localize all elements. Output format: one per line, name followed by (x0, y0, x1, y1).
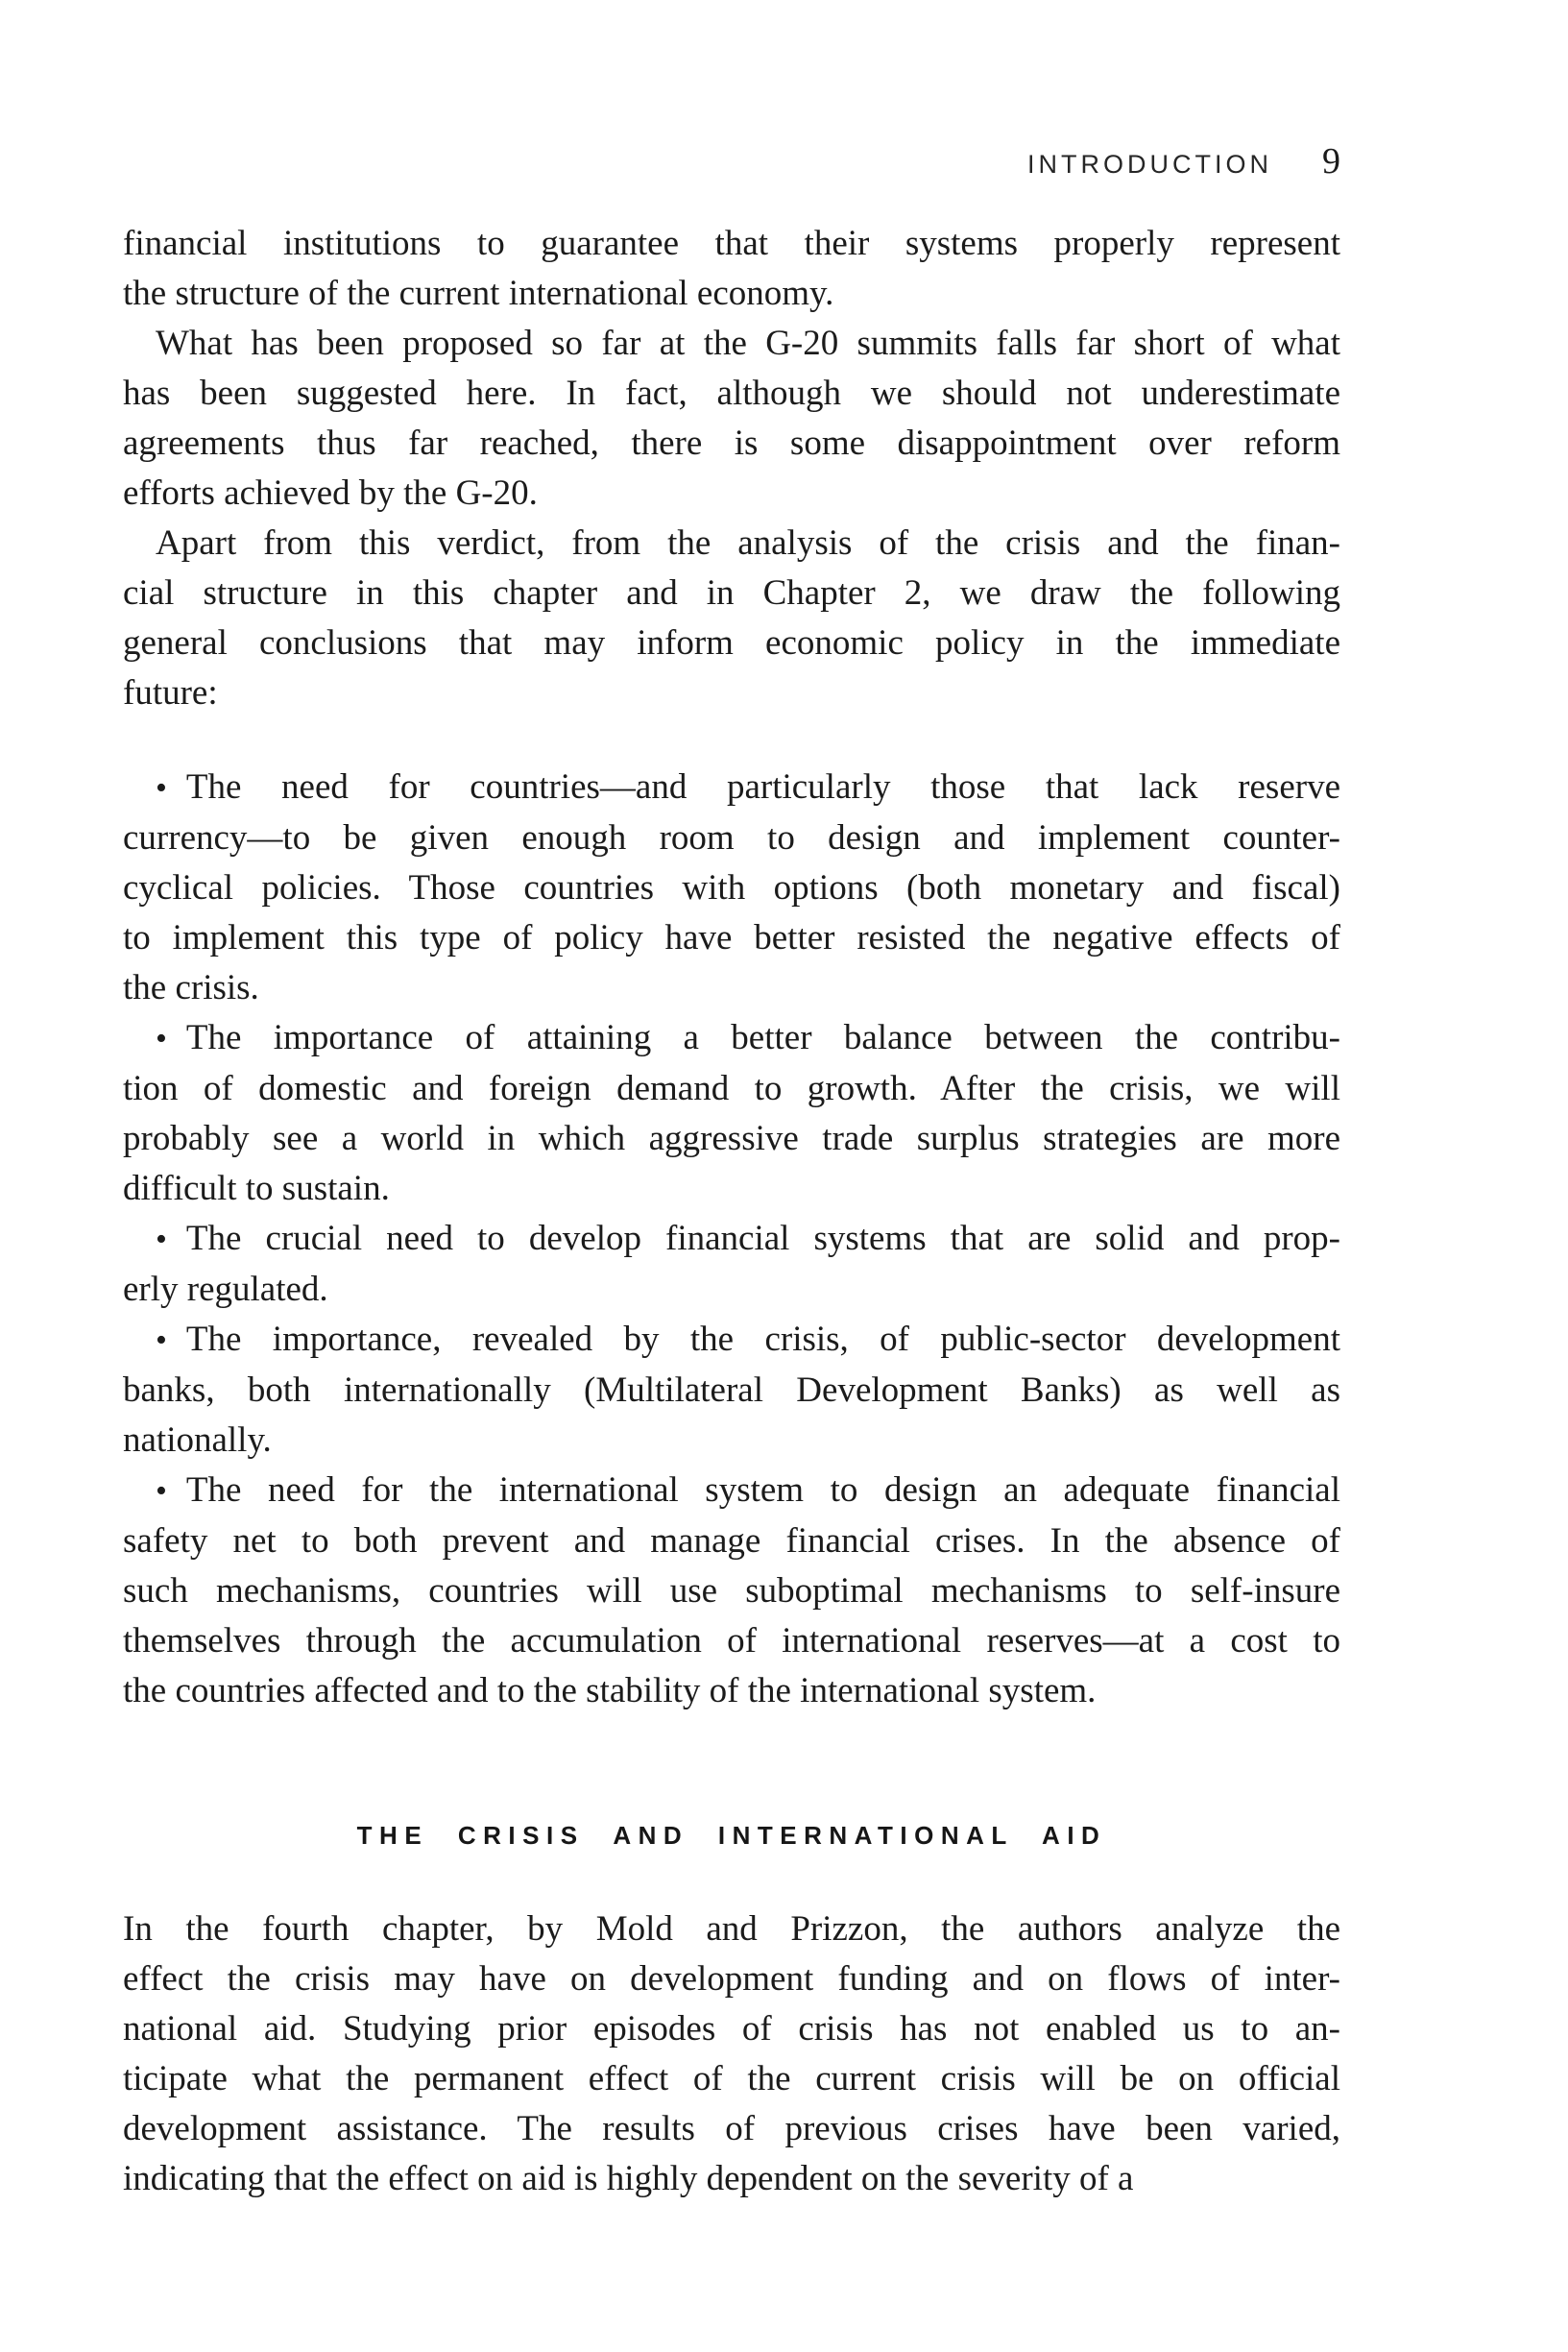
bullet-item-4 (123, 1315, 1340, 1466)
section-heading: THE CRISIS AND INTERNATIONAL AID (356, 1821, 1107, 1850)
bullet-item-3 (123, 1214, 1340, 1315)
section-paragraph-1 (123, 1904, 1340, 2204)
bullet-text: The need for countries—and particularly those that lack reserve (185, 767, 1340, 807)
bullet-item-5 (123, 1466, 1340, 1716)
running-head-title: INTRODUCTION (1027, 150, 1272, 179)
text-line: efforts achieved by the G-20. (123, 473, 538, 513)
bullet-icon: • (156, 1021, 167, 1056)
text-line: agreements thus far reached, there is some disappointment over reform (123, 424, 1340, 463)
bullet-icon: • (156, 770, 167, 806)
text-line: the structure of the current international economy. (123, 274, 834, 313)
text-line: effect the crisis may have on development funding and on flows of inter- (123, 1959, 1340, 1999)
bullet-text: The need for the international system to design an adequate financial (185, 1470, 1340, 1510)
paragraph-2 (123, 319, 1340, 519)
text-line: safety net to both prevent and manage financial crises. In the absence of (123, 1521, 1340, 1561)
text-line (123, 1013, 1340, 1064)
bullet-text: The importance of attaining a better balance between the contribu- (185, 1018, 1340, 1057)
text-line: difficult to sustain. (123, 1169, 390, 1208)
bullet-icon: • (156, 1222, 167, 1257)
text-line (123, 1315, 1340, 1366)
page-body (123, 219, 1340, 2204)
text-line: future: (123, 673, 218, 713)
text-line: cial structure in this chapter and in Chapter 2, we draw the following (123, 573, 1340, 613)
text-line: national aid. Studying prior episodes of crisis has not enabled us to an- (123, 2009, 1340, 2049)
page-number: 9 (1322, 141, 1340, 182)
text-line: erly regulated. (123, 1270, 328, 1309)
bullet-list (123, 763, 1340, 1716)
text-line: In the fourth chapter, by Mold and Prizzon, the authors analyze the (123, 1909, 1340, 1949)
bullet-item-2 (123, 1013, 1340, 1214)
text-line: the crisis. (123, 968, 259, 1007)
bullet-icon: • (156, 1473, 167, 1509)
text-line: has been suggested here. In fact, although we should not underestimate (123, 374, 1340, 413)
text-line: themselves through the accumulation of international reserves—at a cost to (123, 1621, 1340, 1661)
paragraph-3 (123, 519, 1340, 718)
bullet-text: The importance, revealed by the crisis, of public-sector development (185, 1320, 1340, 1359)
bullet-item-1 (123, 763, 1340, 1013)
text-line: cyclical policies. Those countries with options (both monetary and fiscal) (123, 868, 1340, 908)
text-line: indicating that the effect on aid is highly dependent on the severity of a (123, 2159, 1134, 2198)
text-line (123, 1466, 1340, 1516)
text-line: tion of domestic and foreign demand to growth. After the crisis, we will (123, 1069, 1340, 1108)
text-line: financial institutions to guarantee that their systems properly represent (123, 224, 1340, 263)
text-line: banks, both internationally (Multilateral Development Banks) as well as (123, 1370, 1340, 1410)
running-head (123, 140, 1340, 182)
text-line (123, 1214, 1340, 1265)
bullet-text: The crucial need to develop financial systems that are solid and prop- (185, 1219, 1340, 1258)
text-line: What has been proposed so far at the G-20 summits falls far short of what (156, 324, 1340, 363)
text-line: nationally. (123, 1420, 272, 1460)
text-line (123, 763, 1340, 813)
bullet-icon: • (156, 1322, 167, 1358)
text-line: development assistance. The results of previous crises have been varied, (123, 2109, 1340, 2148)
text-line: ticipate what the permanent effect of the current crisis will be on official (123, 2059, 1340, 2098)
text-line: currency—to be given enough room to design and implement counter- (123, 818, 1340, 858)
text-line: to implement this type of policy have better resisted the negative effects of (123, 918, 1340, 958)
text-line: the countries affected and to the stability of the international system. (123, 1671, 1097, 1710)
text-line: general conclusions that may inform economic policy in the immediate (123, 623, 1340, 663)
text-line: Apart from this verdict, from the analysis of the crisis and the finan- (156, 523, 1340, 563)
text-line: probably see a world in which aggressive trade surplus strategies are more (123, 1119, 1340, 1158)
paragraph-1 (123, 219, 1340, 319)
text-line: such mechanisms, countries will use suboptimal mechanisms to self-insure (123, 1571, 1340, 1611)
